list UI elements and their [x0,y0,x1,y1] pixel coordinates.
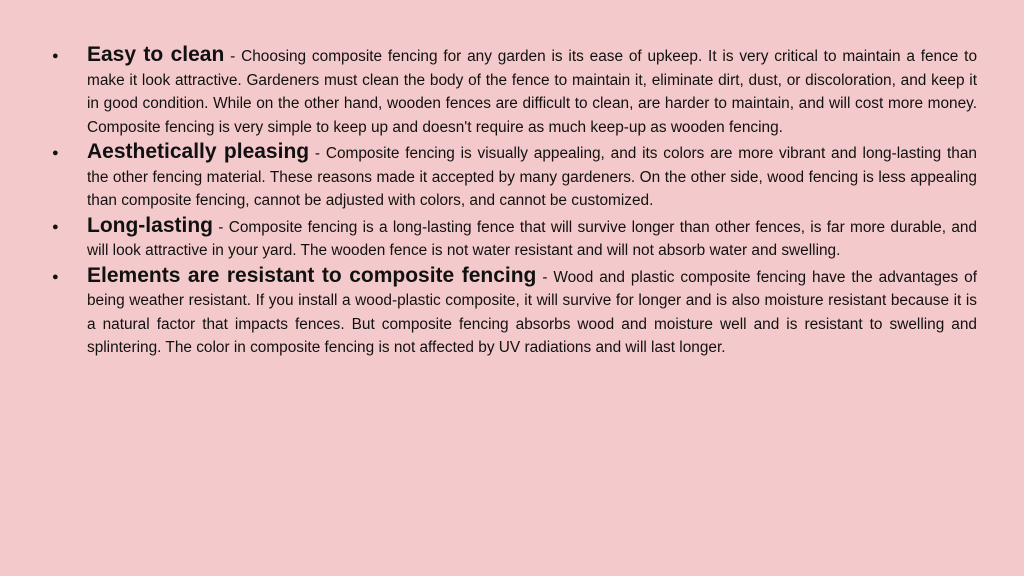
list-item-title: Elements are resistant to composite fencing [87,263,537,287]
list-item-title: Long-lasting [87,213,213,237]
bullet-icon: ● [52,220,59,233]
list-item-body: Composite fencing is visually appealing, and its colors are more vibrant and long-lasting than the other fencing material. These reasons made it accepted by many gardeners. On the other side, wood fencing is less appealing than composite fencing, cannot be adjusted with colors, and cannot be customized. [87,145,977,209]
list-item-separator: - [536,268,554,286]
bullet-icon: ● [52,50,59,62]
list-item-text [87,140,977,213]
list-item-text [87,214,977,263]
list-item-elements-resistant [52,264,977,360]
list-item-text [87,264,977,360]
list-item-body: Wood and plastic composite fencing have the advantages of being weather resistant. If you install a wood-plastic composite, it will survive for longer and is also moisture resistant because it is a natural factor that impacts fences. But composite fencing absorbs wood and moisture well and is resistant to swelling and splintering. The color in composite fencing is not affected by UV radiations and will last longer. [87,268,977,356]
list-item-easy-to-clean [52,43,977,139]
list-item-long-lasting [52,214,977,263]
list-item-body: Choosing composite fencing for any garden is its ease of upkeep. It is very critical to maintain a fence to make it look attractive. Gardeners must clean the body of the fence to maintain it, eliminate dirt, dust, or discoloration, and keep it in good condition. While on the other hand, wooden fences are difficult to clean, are harder to maintain, and will cost more money. Composite fencing is very simple to keep up and doesn't require as much keep-up as wooden fencing. [87,48,977,136]
bullet-icon: ● [52,147,59,159]
list-item-title: Easy to clean [87,43,225,66]
list-item-separator: - [212,218,229,236]
list-item-title: Aesthetically pleasing [87,140,310,163]
list-item-body: Composite fencing is a long-lasting fence that will survive longer than other fences, is far more durable, and will look attractive in your yard. The wooden fence is not water resistant and will not absorb water and swelling. [87,218,977,259]
bullet-icon: ● [52,270,59,283]
bullet-list [52,43,977,360]
list-item-aesthetically-pleasing [52,140,977,213]
list-item-text [87,43,977,139]
list-item-separator: - [224,48,242,65]
list-item-separator: - [309,145,326,162]
